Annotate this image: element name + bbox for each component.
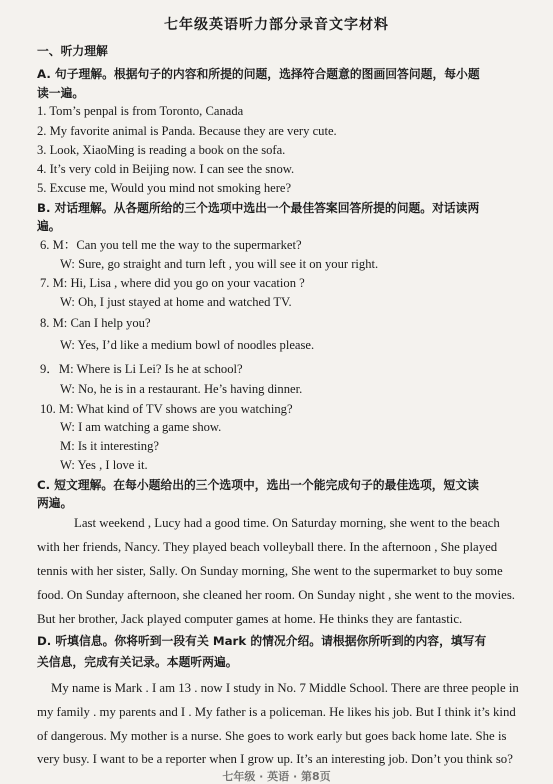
section-heading: 一、听力理解 <box>37 44 108 58</box>
a-item-1: 1. Tom’s penpal is from Toronto, Canada <box>37 104 244 118</box>
section-b-instruction: B. 对话理解。从各题所给的三个选项中选出一个最佳答案回答所提的问题。对话读两 <box>37 201 480 215</box>
page-footer: 七年级 · 英语 · 第8页 <box>222 770 331 783</box>
c-para-line-1: Last weekend , Lucy had a good time. On Saturday morning, she went to the beach <box>74 516 500 530</box>
c-para-line-4: food. On Sunday afternoon, she cleaned her room. On Sunday night , she went to the movies. <box>37 588 516 602</box>
dialog-8-w: W: Yes, I’d like a medium bowl of noodles please. <box>60 338 315 352</box>
a-item-4: 4. It’s very cold in Beijing now. I can see the snow. <box>37 162 295 176</box>
dialog-10-w1: W: I am watching a game show. <box>60 420 222 434</box>
c-para-line-2: with her friends, Nancy. They played beach volleyball there. In the afternoon , She played <box>37 540 498 554</box>
dialog-6-m: 6. M：Can you tell me the way to the supermarket? <box>40 238 302 252</box>
dialog-7-m: 7. M: Hi, Lisa , where did you go on your vacation ? <box>40 276 305 290</box>
a-item-5: 5. Excuse me, Would you mind not smoking here? <box>37 181 292 195</box>
dialog-10-w2: W: Yes , I love it. <box>60 458 148 472</box>
dialog-10-m: 10. M: What kind of TV shows are you watching? <box>40 402 293 416</box>
section-a-instruction-cont: 读一遍。 <box>37 86 85 100</box>
section-d-instruction: D. 听填信息。你将听到一段有关 Mark 的情况介绍。请根据你所听到的内容，填写有 <box>37 634 487 648</box>
a-item-2: 2. My favorite animal is Panda. Because they are very cute. <box>37 124 337 138</box>
dialog-6-w: W: Sure, go straight and turn left , you will see it on your right. <box>60 257 379 271</box>
dialog-9-m: 9．M: Where is Li Lei? Is he at school? <box>40 362 243 376</box>
section-c-instruction-cont: 两遍。 <box>37 496 73 510</box>
d-para-line-3: of dangerous. My mother is a nurse. She goes to work early but goes back home late. She is <box>37 729 507 743</box>
dialog-9-w: W: No, he is in a restaurant. He’s having dinner. <box>60 382 303 396</box>
a-item-3: 3. Look, XiaoMing is reading a book on the sofa. <box>37 143 286 157</box>
d-para-line-2: my family . my parents and I . My father is a policeman. He likes his job. But I think it’s kind <box>37 705 516 719</box>
section-b-instruction-cont: 遍。 <box>37 219 61 233</box>
dialog-8-m: 8. M: Can I help you? <box>40 316 151 330</box>
c-para-line-5: But her brother, Jack played computer games at home. He thinks they are fantastic. <box>37 612 463 626</box>
d-para-line-1: My name is Mark . I am 13 . now I study in No. 7 Middle School. There are three people in <box>51 681 519 695</box>
dialog-7-w: W: Oh, I just stayed at home and watched TV. <box>60 295 292 309</box>
c-para-line-3: tennis with her sister, Sally. On Sunday morning, She went to the supermarket to buy some <box>37 564 503 578</box>
dialog-10-m2: M: Is it interesting? <box>60 439 159 453</box>
section-a-instruction: A. 句子理解。根据句子的内容和所提的问题，选择符合题意的图画回答问题，每小题 <box>37 67 480 81</box>
section-d-instruction-cont: 关信息，完成有关记录。本题听两遍。 <box>37 655 238 669</box>
d-para-line-4: very busy. I want to be a reporter when I grow up. It’s an interesting job. Don’t you think so? <box>37 752 513 766</box>
section-c-instruction: C. 短文理解。在每小题给出的三个选项中，选出一个能完成句子的最佳选项，短文读 <box>37 478 479 492</box>
page-title: 七年级英语听力部分录音文字材料 <box>164 17 389 33</box>
